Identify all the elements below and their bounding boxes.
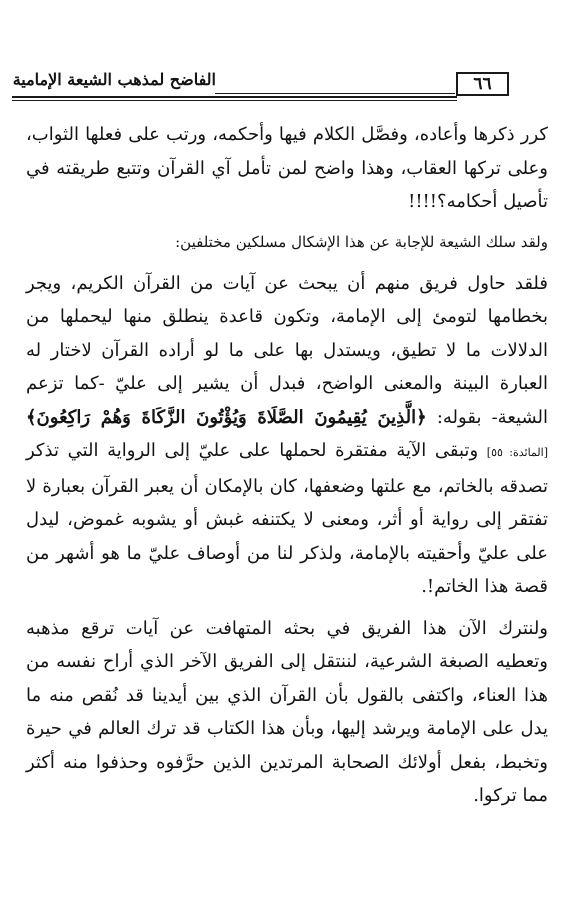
page-number: ٦٦ [456, 72, 509, 96]
paragraph: ولقد سلك الشيعة للإجابة عن هذا الإشكال مسلكين مختلفين: [175, 232, 548, 251]
header-rule [215, 93, 455, 94]
paragraph: ولنترك الآن هذا الفريق في بحثه المتهافت عن آيات ترقع مذهبه وتعطيه الصبغة الشرعية، لننتقل إلى الفريق الآخر الذي أراح نفسه من هذا العناء، واكتفى بالقول بأن القرآن الذي بين أيدينا قد نُقص منه ما يدل على الإمامة ويرشد إليها، وبأن هذا الكتاب قد ترك العالم في حيرة وتخبط، بفعل أولائك الصحابة المرتدين الذين حرَّفوه وحذفوا منه أكثر مما تركوا. [26, 617, 548, 806]
paragraph-text: وتبقى الآية مفتقرة لحملها على عليّ إلى الرواية التي تذكر تصدقه بالخاتم، مع علتها وضعفها، كان بالإمكان أن يعبر القرآن بعبارة لا تفتقر إلى رواية أو أثر، ومعنى لا يكتنفه غبش أو يشوبه غموض، ليدل على عليّ وأحقيته بالإمامة، ولذكر لنا من أوصاف عليّ ما هو أشهر من قصة هذا الخاتم!. [26, 440, 548, 597]
body-text [26, 118, 548, 821]
verse-reference: [المائدة: ٥٥] [486, 446, 548, 459]
header-rule [12, 96, 457, 98]
paragraph: كرر ذكرها وأعاده، وفصَّل الكلام فيها وأحكمه، ورتب على فعلها الثواب، وعلى تركها العقاب، وهذا واضح لمن تأمل آي القرآن وتتبع طريقته في تأصيل أحكامه؟!!!! [26, 124, 548, 212]
paragraph [26, 267, 548, 604]
header-rule [12, 100, 457, 101]
quran-quote: ﴿الَّذِينَ يُقِيمُونَ الصَّلَاةَ وَيُؤْتُونَ الزَّكَاةَ وَهُمْ رَاكِعُونَ﴾ [26, 406, 427, 428]
paragraph-text: فلقد حاول فريق منهم أن يبحث عن آيات من القرآن الكريم، ويجر بخطامها لتومئ إلى الإمامة، وتكون قاعدة ينطلق منها ليحملها من الدلالات ما لا تطيق، ويستدل بها على ما لو أراده القرآن لاختار له العبارة البينة والمعنى الواضح، فبدل أن يشير إلى عليّ -كما تزعم الشيعة- بقوله: [26, 272, 548, 428]
running-title: الفاضح لمذهب الشيعة الإمامية [12, 70, 216, 89]
